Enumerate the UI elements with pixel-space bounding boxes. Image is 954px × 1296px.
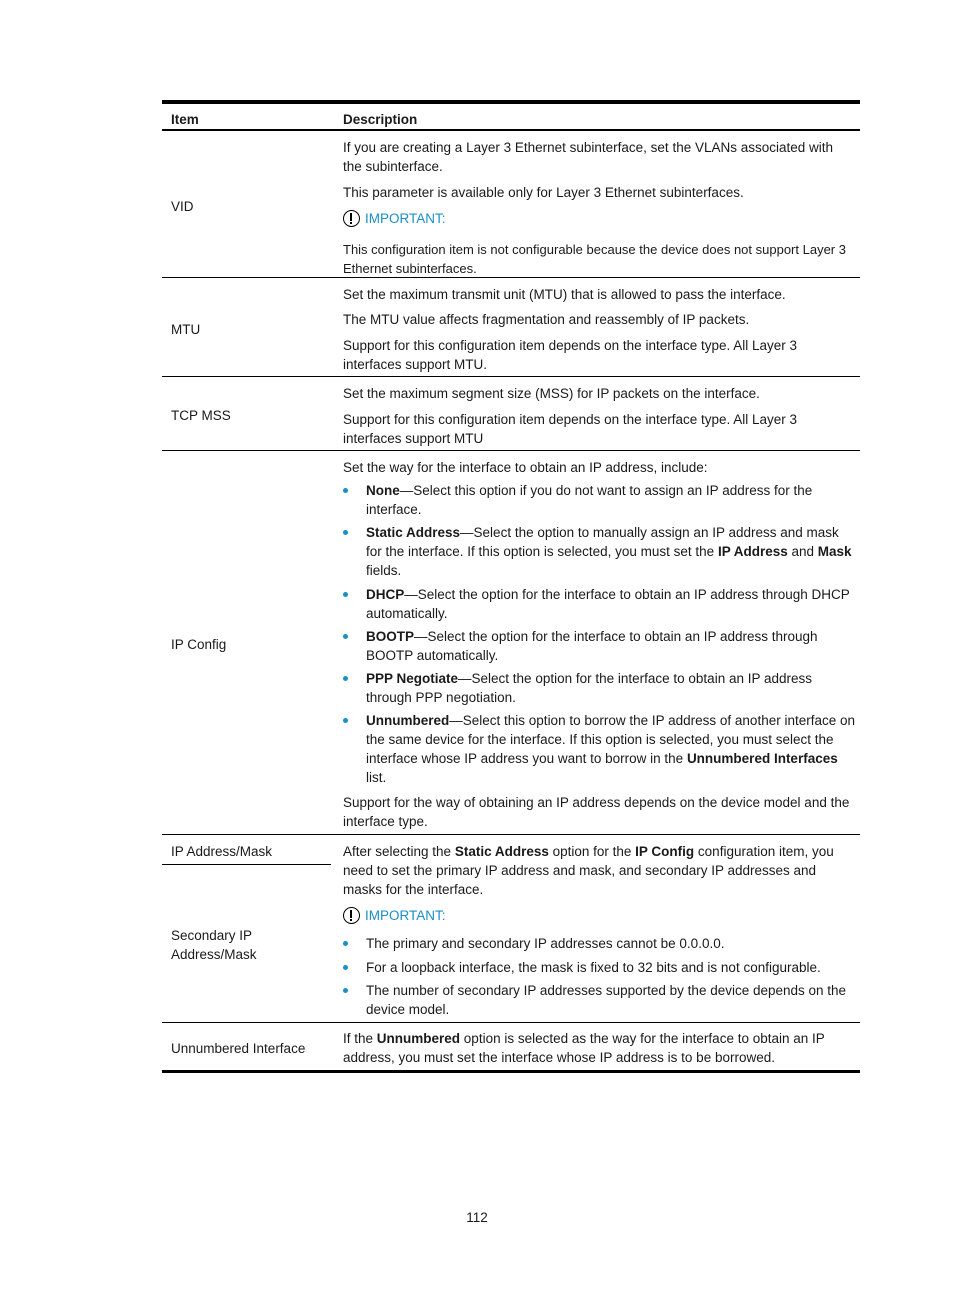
important-label: IMPORTANT: xyxy=(365,908,446,923)
ipconfig-bullet-none: None—Select this option if you do not want to assign an IP address for the interface. xyxy=(366,483,813,517)
table-top-rule xyxy=(162,100,860,104)
ipaddr-desc: After selecting the Static Address option for the IP Config configuration item, you need to set the primary IP address and mask, and secondary IP addresses and masks for the interface. xyxy=(343,844,834,897)
ipaddr-bullet-1: The primary and secondary IP addresses cannot be 0.0.0.0. xyxy=(366,936,725,951)
bullet-dot xyxy=(343,988,348,993)
row-item-ip-config: IP Config xyxy=(171,637,227,652)
row-item-unnumbered-interface: Unnumbered Interface xyxy=(171,1041,306,1056)
header-rule xyxy=(162,129,860,131)
important-label: IMPORTANT: xyxy=(365,211,446,226)
ipaddr-bullet-3: The number of secondary IP addresses supported by the device depends on the device model. xyxy=(366,983,847,1017)
row-item-vid: VID xyxy=(171,199,194,214)
ipaddr-important xyxy=(343,906,446,925)
important-icon xyxy=(343,907,360,924)
bullet-dot xyxy=(343,530,348,535)
ipconfig-support: Support for the way of obtaining an IP address depends on the device model and the interface type. xyxy=(343,795,850,829)
row-item-tcp-mss: TCP MSS xyxy=(171,408,231,423)
row-divider-partial xyxy=(162,864,331,865)
ipconfig-bullet-unnumbered: Unnumbered—Select this option to borrow the IP address of another interface on the same device for the interface. If this option is selected, you must select the interface whose IP address you want to borrow in the Unnumbered Interfaces list. xyxy=(366,713,856,785)
bullet-dot xyxy=(343,592,348,597)
ipconfig-bullet-dhcp: DHCP—Select the option for the interface to obtain an IP address through DHCP automatically. xyxy=(366,587,850,621)
vid-note: This configuration item is not configurable because the device does not support Layer 3 Ethernet subinterfaces. xyxy=(343,242,846,276)
bullet-dot xyxy=(343,676,348,681)
vid-desc-1: If you are creating a Layer 3 Ethernet subinterface, set the VLANs associated with the subinterface. xyxy=(343,140,834,174)
bullet-dot xyxy=(343,634,348,639)
table-bottom-rule xyxy=(162,1070,860,1073)
unnumbered-desc: If the Unnumbered option is selected as the way for the interface to obtain an IP address, you must set the interface whose IP address is to be borrowed. xyxy=(343,1031,825,1065)
row-divider xyxy=(162,450,860,451)
header-item: Item xyxy=(171,112,199,127)
mtu-desc-2: The MTU value affects fragmentation and reassembly of IP packets. xyxy=(343,312,750,327)
tcpmss-desc-2: Support for this configuration item depends on the interface type. All Layer 3 interfaces support MTU xyxy=(343,412,798,446)
mtu-desc-1: Set the maximum transmit unit (MTU) that is allowed to pass the interface. xyxy=(343,287,786,302)
ipconfig-intro: Set the way for the interface to obtain an IP address, include: xyxy=(343,460,708,475)
bullet-dot xyxy=(343,941,348,946)
ipconfig-bullet-bootp: BOOTP—Select the option for the interface to obtain an IP address through BOOTP automatically. xyxy=(366,629,818,663)
bullet-dot xyxy=(343,488,348,493)
page-number: 112 xyxy=(466,1210,488,1225)
row-item-mtu: MTU xyxy=(171,322,201,337)
ipaddr-bullet-2: For a loopback interface, the mask is fixed to 32 bits and is not configurable. xyxy=(366,960,821,975)
row-divider xyxy=(162,376,860,377)
row-divider xyxy=(162,834,860,835)
important-icon xyxy=(343,210,360,227)
ipconfig-bullet-ppp: PPP Negotiate—Select the option for the interface to obtain an IP address through PPP negotiation. xyxy=(366,671,813,705)
bullet-dot xyxy=(343,965,348,970)
row-divider xyxy=(162,277,860,278)
bullet-dot xyxy=(343,718,348,723)
ipconfig-bullet-static: Static Address—Select the option to manually assign an IP address and mask for the interface. If this option is selected, you must set the IP Address and Mask fields. xyxy=(366,525,852,578)
row-divider xyxy=(162,1022,860,1023)
header-description: Description xyxy=(343,112,418,127)
vid-important xyxy=(343,209,446,228)
mtu-desc-3: Support for this configuration item depends on the interface type. All Layer 3 interfaces support MTU. xyxy=(343,338,798,372)
tcpmss-desc-1: Set the maximum segment size (MSS) for IP packets on the interface. xyxy=(343,386,760,401)
row-item-ip-address-mask: IP Address/Mask xyxy=(171,844,273,859)
row-item-secondary-ip: Secondary IP Address/Mask xyxy=(171,928,257,962)
vid-desc-2: This parameter is available only for Layer 3 Ethernet subinterfaces. xyxy=(343,185,744,200)
